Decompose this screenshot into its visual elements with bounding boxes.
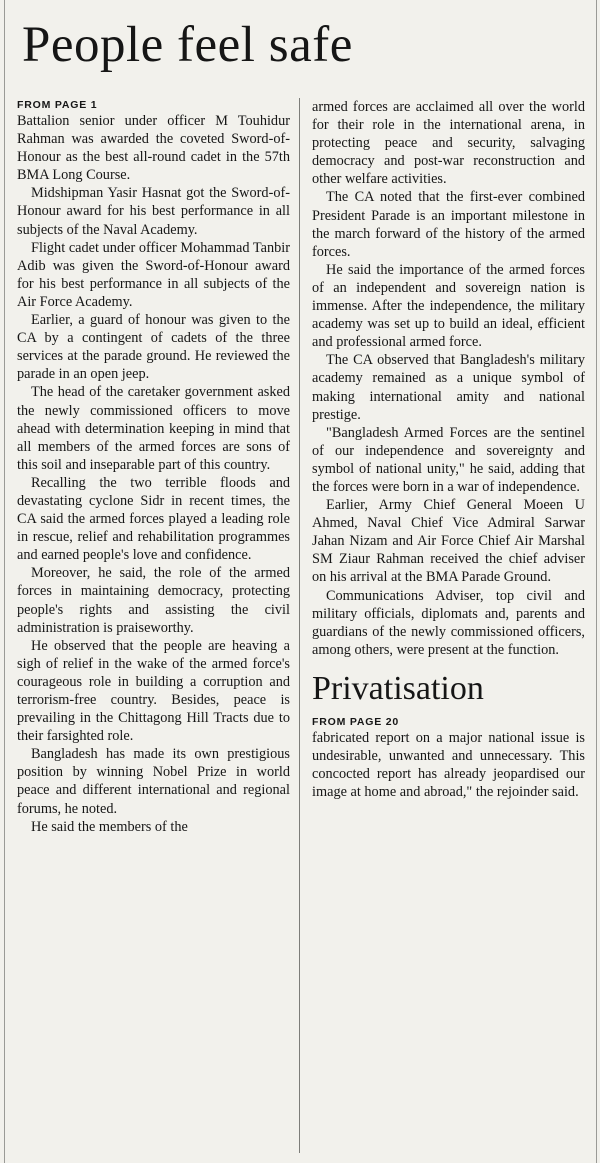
paragraph: Earlier, Army Chief General Moeen U Ahmed, Naval Chief Vice Admiral Sarwar Jahan Nizam and Air Force Chief Air Marshal SM Ziaur Rahman received the chief adviser on his arrival at the BMA Parade Ground. [312, 497, 585, 586]
paragraph: Moreover, he said, the role of the armed forces in maintaining democracy, protecting people's rights and assisting the civil administration is praiseworthy. [17, 565, 290, 636]
paragraph: The CA observed that Bangladesh's military academy remained as a unique symbol of making international amity and national prestige. [312, 352, 585, 423]
paragraph: Flight cadet under officer Mohammad Tanbir Adib was given the Sword-of-Honour award for his best performance in all subjects of the Air Force Academy. [17, 239, 290, 310]
paragraph-continued: armed forces are acclaimed all over the world for their role in the international arena, in protecting peace and security, salvaging democracy and post-war reconstruction and other welfare activities. [312, 99, 585, 188]
paragraph: Recalling the two terrible floods and devastating cyclone Sidr in recent times, the CA said the armed forces played a leading role in rescue, relief and rehabilitation programmes and earned people's love and confidence. [17, 474, 290, 564]
column-left [17, 98, 290, 836]
jump-kicker-page-20: FROM PAGE 20 [312, 715, 400, 728]
headline: People feel safe [22, 17, 353, 73]
paragraph: Bangladesh has made its own prestigious position by winning Nobel Prize in world peace and different international and regional forums, he noted. [17, 746, 290, 817]
jump-kicker-page-1: FROM PAGE 1 [17, 99, 98, 111]
page-edge-left [4, 0, 5, 1163]
paragraph: He said the members of the [31, 818, 188, 835]
paragraph: Earlier, a guard of honour was given to the CA by a contingent of cadets of the three services at the parade ground. He reviewed the parade in an open jeep. [17, 312, 290, 383]
paragraph: The CA noted that the first-ever combined President Parade is an important milestone in the march forward of the history of the armed forces. [312, 189, 585, 260]
page-edge-right [596, 0, 597, 1163]
column-divider [299, 98, 300, 1153]
paragraph: "Bangladesh Armed Forces are the sentinel of our independence and sovereignty and symbol of national unity," he said, adding that the forces were born in a war of independence. [312, 424, 585, 495]
column-right [312, 98, 585, 801]
paragraph: The head of the caretaker government asked the newly commissioned officers to move ahead with determination keeping in mind that all members of the armed forces are sons of this soil and inseparable part of this country. [17, 384, 290, 473]
paragraph: Midshipman Yasir Hasnat got the Sword-of-Honour award for his best performance in all subjects of the Naval Academy. [17, 185, 290, 238]
paragraph: He said the importance of the armed forces of an independent and sovereign nation is immense. After the independence, the military academy was set up to build an ideal, efficient and professional armed force. [312, 261, 585, 351]
second-headline: Privatisation [312, 669, 484, 707]
paragraph: He observed that the people are heaving a sigh of relief in the wake of the armed force's courageous role in building a corruption and terrorism-free country. Besides, peace is prevailing in the Chittagong Hill Tracts due to their farsighted role. [17, 637, 290, 745]
paragraph: fabricated report on a major national issue is undesirable, unwanted and unnecessary. This concocted report has already jeopardised our image at home and abroad," the rejoinder said. [312, 729, 585, 801]
paragraph: Battalion senior under officer M Touhidur Rahman was awarded the coveted Sword-of-Honour as the best all-round cadet in the 57th BMA Long Course. [17, 113, 290, 184]
paragraph: Communications Adviser, top civil and military officials, diplomats and, parents and guardians of the newly commissioned officers, among others, were present at the function. [312, 587, 585, 658]
